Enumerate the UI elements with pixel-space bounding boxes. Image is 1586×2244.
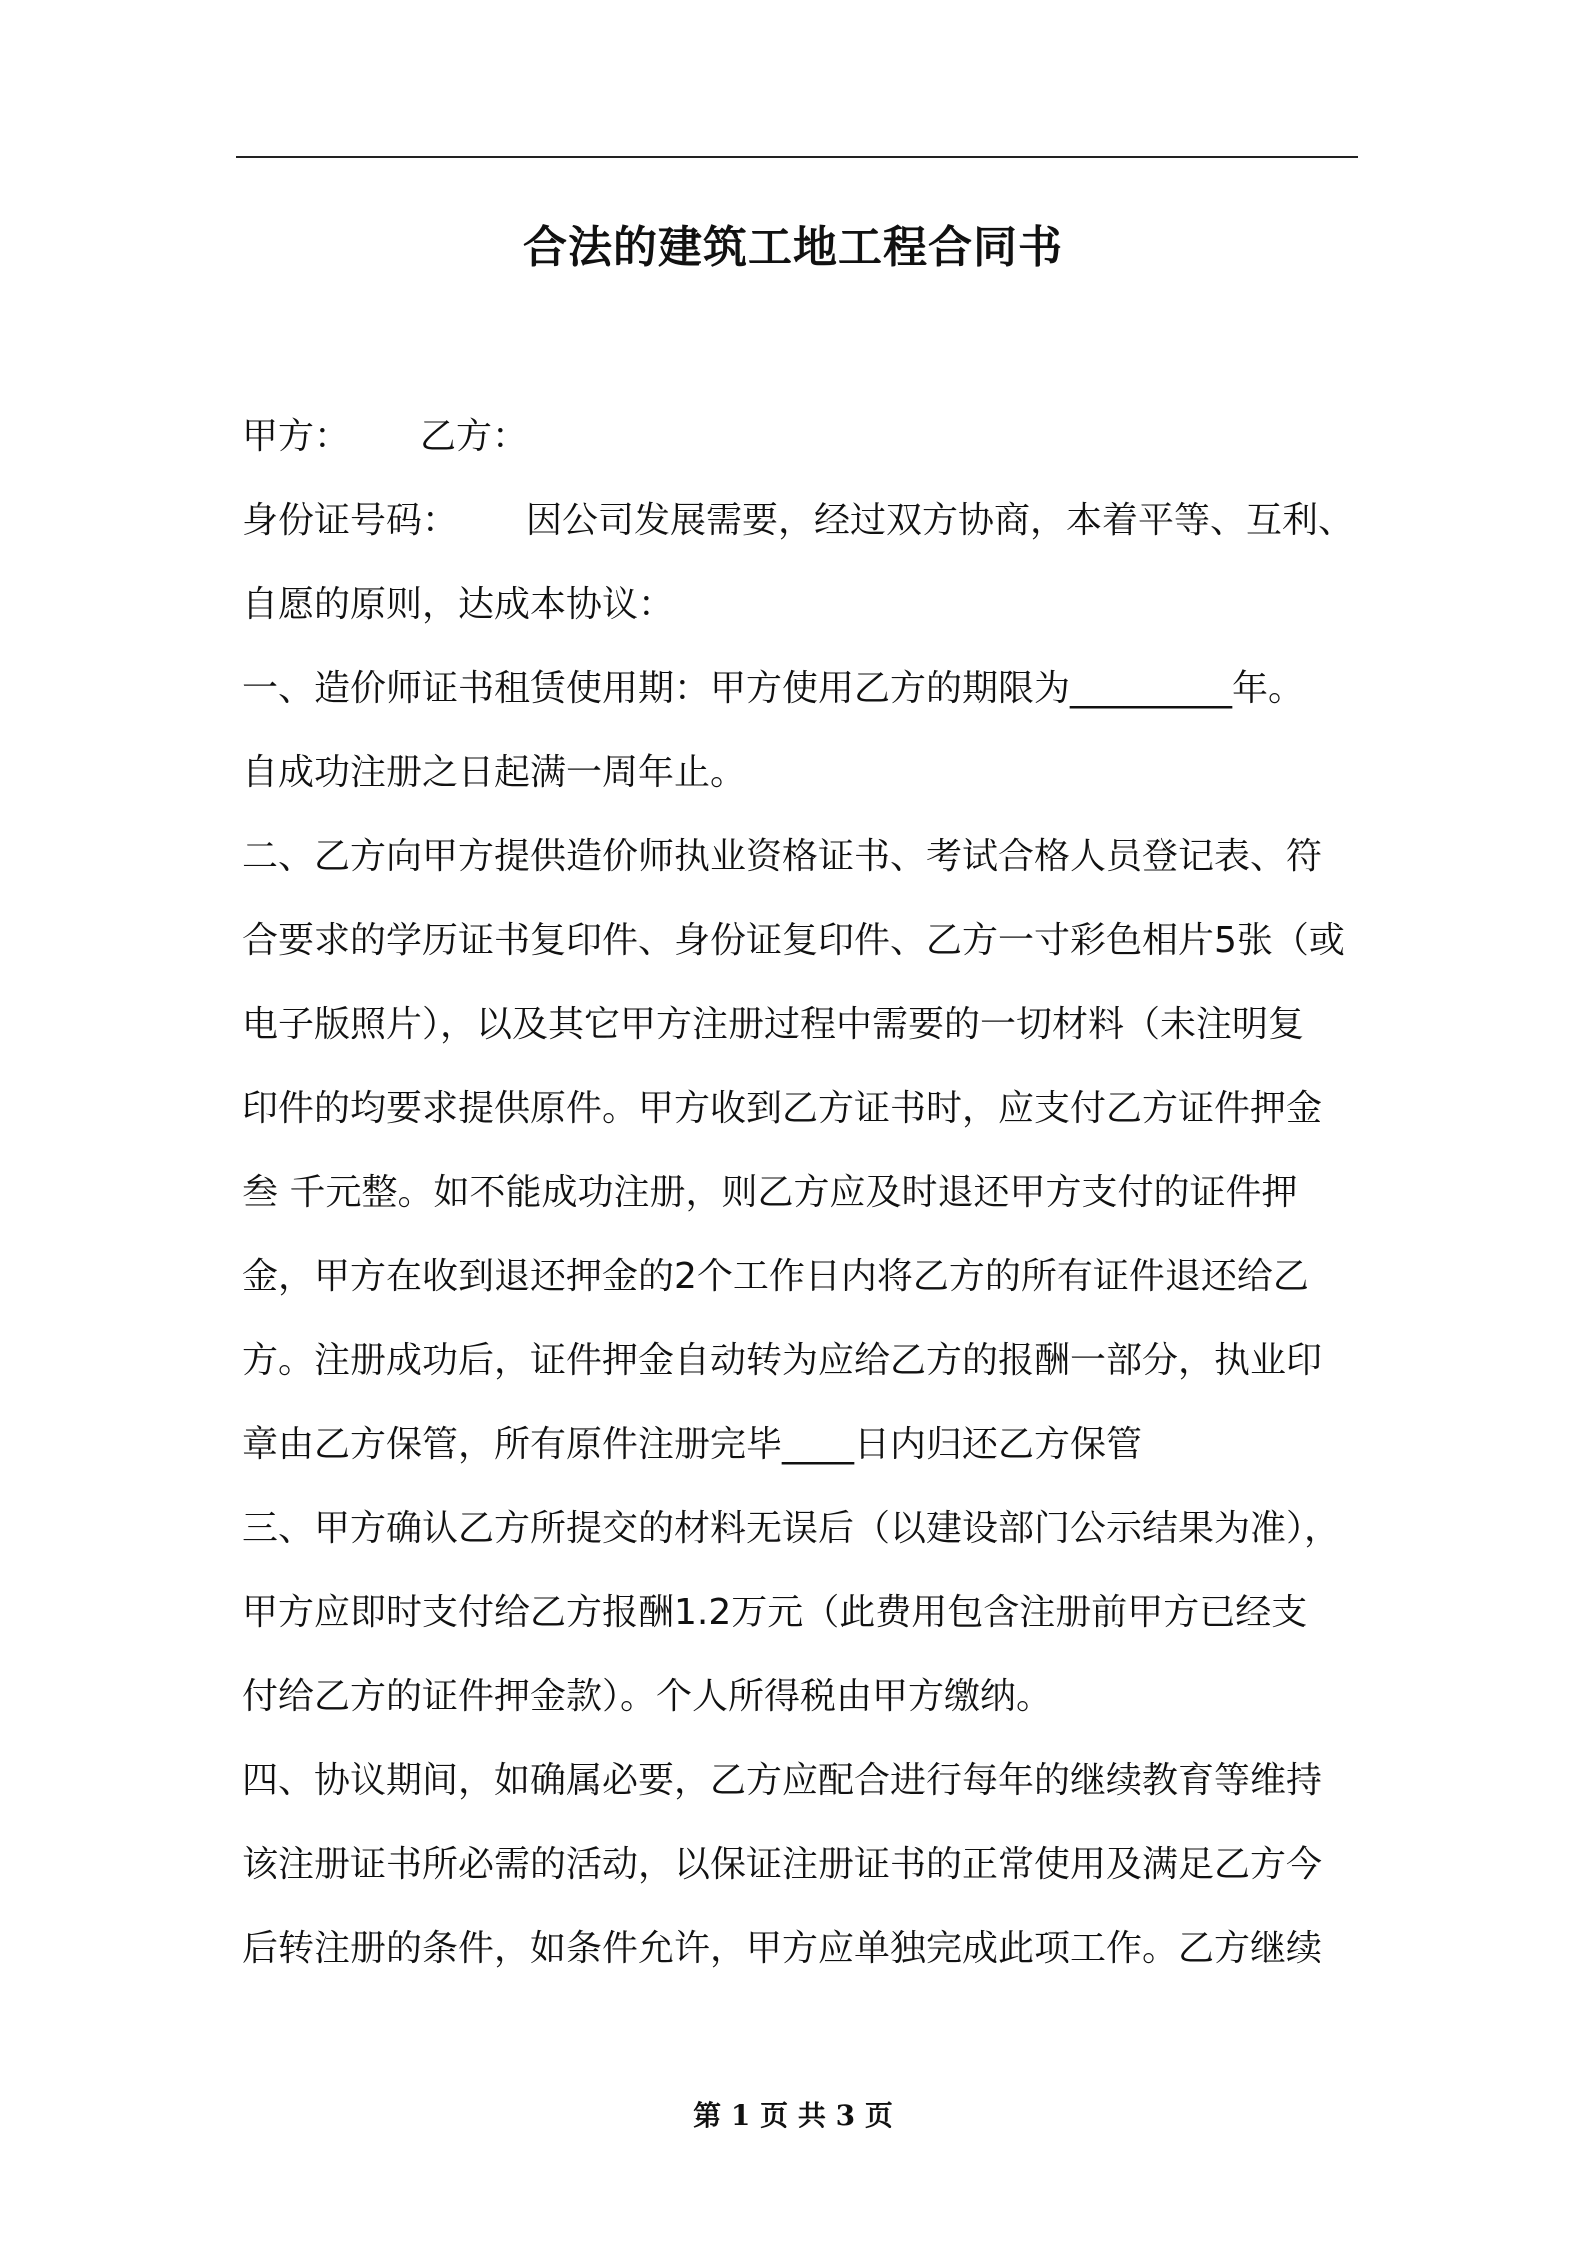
section-1-line-1: 一、造价师证书租赁使用期：甲方使用乙方的期限为_________年。 (242, 668, 1305, 709)
section-2-line-2: 合要求的学历证书复印件、身份证复印件、乙方一寸彩色相片5张（或 (242, 920, 1345, 961)
section-1-line-2: 自成功注册之日起满一周年止。 (242, 752, 747, 793)
section-3-line-2: 甲方应即时支付给乙方报酬1.2万元（此费用包含注册前甲方已经支 (242, 1592, 1308, 1633)
section-3-line-1: 三、甲方确认乙方所提交的材料无误后（以建设部门公示结果为准）， (242, 1508, 1341, 1549)
header-rule (236, 156, 1358, 158)
id-label: 身份证号码： (242, 500, 459, 541)
section-4-line-2: 该注册证书所必需的活动，以保证注册证书的正常使用及满足乙方今 (242, 1844, 1323, 1885)
section-2-line-5: 叁 千元整。如不能成功注册，则乙方应及时退还甲方支付的证件押 (242, 1172, 1298, 1213)
section-2-line-4: 印件的均要求提供原件。甲方收到乙方证书时，应支付乙方证件押金 (242, 1088, 1323, 1129)
party-a-label: 甲方： (242, 416, 351, 457)
intro-line-2: 自愿的原则，达成本协议： (242, 584, 675, 625)
parties-line (242, 395, 528, 479)
section-4-line-3: 后转注册的条件，如条件允许，甲方应单独完成此项工作。乙方继续 (242, 1928, 1323, 1969)
section-2-line-3: 电子版照片），以及其它甲方注册过程中需要的一切材料（未注明复 (242, 1004, 1305, 1045)
id-line (242, 479, 1354, 563)
intro-line-1: 因公司发展需要，经过双方协商，本着平等、互利、 (526, 500, 1355, 541)
party-b-label: 乙方： (420, 416, 529, 457)
section-2-line-7: 方。注册成功后，证件押金自动转为应给乙方的报酬一部分，执业印 (242, 1340, 1323, 1381)
section-2-line-8: 章由乙方保管，所有原件注册完毕____日内归还乙方保管 (242, 1424, 1143, 1465)
section-3-line-3: 付给乙方的证件押金款）。个人所得税由甲方缴纳。 (242, 1676, 1053, 1717)
section-2-line-6: 金，甲方在收到退还押金的2个工作日内将乙方的所有证件退还给乙 (242, 1256, 1309, 1297)
section-4-line-1: 四、协议期间，如确属必要，乙方应配合进行每年的继续教育等维持 (242, 1760, 1323, 1801)
page-number: 第 1 页 共 3 页 (693, 2099, 893, 2132)
section-2-line-1: 二、乙方向甲方提供造价师执业资格证书、考试合格人员登记表、符 (242, 836, 1323, 877)
document-title: 合法的建筑工地工程合同书 (523, 222, 1063, 273)
